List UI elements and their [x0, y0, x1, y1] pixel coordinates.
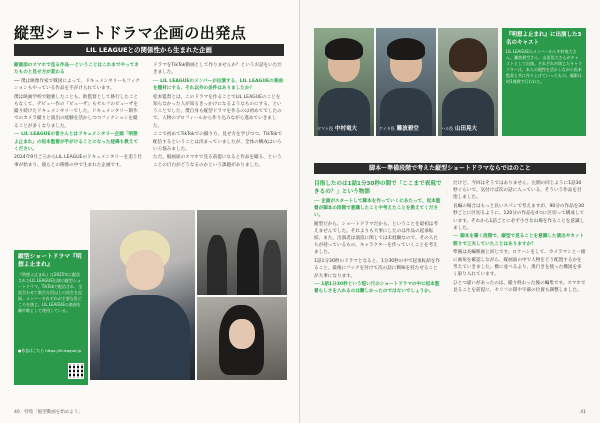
- right-page: [300, 0, 600, 423]
- cast-caption: ハル役 山田晃大: [441, 126, 478, 132]
- article-column-1: [314, 180, 442, 400]
- drama-still-photo-main: [90, 210, 195, 380]
- cast-photo: [438, 28, 498, 136]
- work-profile-box: [14, 250, 88, 385]
- drama-still-photo-girl: [197, 297, 287, 380]
- paragraph: 2024年9月ごろからLIL LEAGUEのドキュメンタリーを追う仕事が始まり、彼らとの関係の中で生まれた企画です。: [14, 155, 142, 168]
- paragraph: ただ、縦画面のスマホで見る前提になると作品を撮る、ということの目白がどうなるのかという課題がありました。: [153, 155, 282, 168]
- paragraph: 僕は映画学校で勉強したことも、助監督として修行したこともなくて、デビュー作の『ビューザ』もセルフのビューザを撮り続けたドキュメンタリーでした。ドキュメンタリー制作でのカメラ撮りと演出の経験を活かしつつフィクションを撮ることが多くなりました。: [14, 94, 139, 129]
- paragraph: 縦画面のスマホで見る作品──ということはこれまでやってきたものと見せ方が変わる: [14, 63, 139, 76]
- cast-caption: ケイタ役 難波碧空: [379, 126, 419, 132]
- lead-heading: 目指したのは1話1分30秒の間で「ここまで表現できるの？」という物語: [314, 181, 442, 195]
- article-column-2: [153, 62, 283, 200]
- article-column-2: [453, 180, 586, 400]
- profile-link-note: ●作品はこちら https://lil-league.jp: [18, 348, 81, 353]
- profile-body: 『明想よ止まれ』は2025年に配信されたLIL LEAGUE出演の縦型ショートドラマ。TikTokで配信され、全話合わせて数百万回以上の再生を記録。メンバーそれぞれが主要な役どころを演じ、LIL LEAGUEの楽曲を劇中歌として使用している。: [18, 272, 83, 313]
- paragraph: だけど、今回はそうではありません。左側の同じように1話30秒ぐらいで、気付けば次の話に入っている、そういう作品を目指しました。: [453, 181, 582, 201]
- cast-photo: [376, 28, 436, 136]
- qr-code-icon: [68, 363, 84, 379]
- paragraph: ── 脚本を書く段階で、縦型で見ることを意識した演出やカット割りで工夫していたことはありますか？: [453, 234, 585, 247]
- paragraph: 長編の場合はもっと長いスパンで考えますが、90分の作品を30秒ごとに区切るように、120分の作品を4つに区切って構成しています。それから1話ごとに必ず小さな山場を作ることを意識しました。: [453, 204, 585, 231]
- paragraph: ── 僕は映像作家で戦国によって、ドキュメンタリーもフィクションもやっている作品を手がけられています。: [14, 78, 140, 92]
- page-folio: 40 特集「縦型動画を始めよう」: [14, 410, 83, 415]
- paragraph: ── LIL LEAGUEの皆さんとはドキュメンタリー企画「明想よ止まれ」の松本監督が手がけることになった経緯も教えてください。: [14, 132, 139, 152]
- drama-still-photo-crowd: [197, 210, 287, 295]
- cast-photo: [314, 28, 374, 136]
- paragraph: ここで初めてTikTokでの撮り方、見せ方を学びつつ、TikTokで配信するということは決まっていましたが、全体の構成はいろいろ悩みました。: [153, 132, 283, 152]
- paragraph: 1話1分30秒のドラマとなると、1分30秒の中で起承転結を作ること、最後にフックを付けて次の話に興味を持たせることが大事になります。: [314, 259, 441, 279]
- paragraph: ── LIL LEAGUEのメンバーが出演する、LIL LEAGUEの楽曲を題材にする、それ以外の条件はありましたか？: [153, 78, 283, 92]
- profile-title: 縦型ショートドラマ『明想よ止まれ』: [18, 254, 82, 268]
- paragraph: ── 1話1分30秒という短い尺のショートドラマの中に松本監督らしさを入れるのは難しかったのではないでしょうか。: [314, 282, 440, 295]
- page-title: 縦型ショートドラマ企画の出発点: [14, 24, 247, 42]
- paragraph: 松本監督とは、このドラマを作ることでLIL LEAGUEのことを知らなかった人が知るきっかけになるようなものにする、ということでした。僕自身も縦型ドラマを作るのは初めてでしたので、人物のプロフィールから作り込みながら進めていきました。: [153, 94, 282, 129]
- paragraph: 縦型だから、ショートドラマだから、ということを最初は考えませんでした。それよりも大事にしたのは作品の起承転結。また、出演者は演技に関しては未経験なので、その人たちが持っているもの、キャラクターを作っていくことを考えました。: [314, 221, 438, 256]
- cast-box-title: 『明想よ止まれ』に出演した3名のキャスト: [506, 32, 582, 46]
- cast-info-box: [502, 28, 586, 136]
- paragraph: ── 企画がスタートして脚本を作っていくにあたって、松本監督が脚本の段階で意識したことや考えたことを教えてください。: [314, 198, 441, 218]
- paragraph: ドラマをTikTok動画として作りませんか？というお話をいただきました。: [153, 63, 282, 76]
- paragraph: ひとつ違いがあったのは、撮り終わった後の編集です。スマホで見ることを前提に、セリフの間や字幕の位置も調整しました。: [453, 280, 586, 293]
- paragraph: 準備は長編映画と同じです。ロケハンをして、カメラマンと一緒に画角を確認しながら、縦画面の中で人物をどう配置するかを考えていきました。横に並べるより、奥行きを使った構図を多く取り入れています。: [453, 250, 586, 277]
- cast-box-body: LIL LEAGUEのメンバーから中村竜大さん、難波碧空さん、山田晃大さんがキャストとして出演。それぞれが演じたキャラクターは、本人の個性を活かしながら松本監督と共に作り上げていったもの。撮影は約1週間で行われた。: [506, 49, 582, 84]
- page-folio: 41: [580, 410, 586, 415]
- cast-caption: ヤマト役 中村竜大: [317, 126, 358, 132]
- section-heading: 脚本〜準備段階で考えた縦型ショートドラマならではのこと: [314, 163, 586, 174]
- article-column-1: [14, 62, 142, 200]
- section-heading: LIL LEAGUEとの関係性から生まれた企画: [14, 44, 284, 56]
